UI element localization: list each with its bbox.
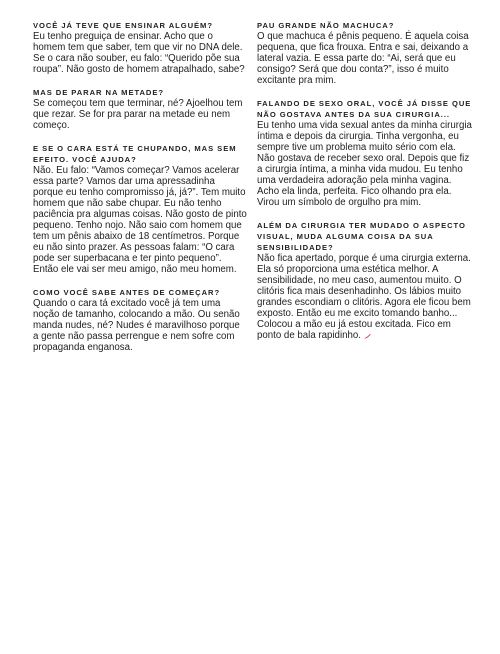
answer-text: Se começou tem que terminar, né? Ajoelhou tem que rezar. Se for pra parar na metade eu nem começo. bbox=[33, 98, 243, 131]
answer-body: Não fica apertado, porque é uma cirurgia externa. Ela só proporciona uma estética melhor. A sensibilidade, no meu caso, aumentou muito. O clitóris fica mais desenhadinho. Os lábios muito grandes escondiam o clitóris. Agora ele ficou bem exposto. Então eu me excito tomando banho... Colocou a mão eu já estou excitada. Fico em ponto de bala rapidinho. bbox=[257, 253, 471, 341]
qa-block bbox=[257, 20, 473, 86]
qa-block bbox=[257, 220, 473, 341]
right-column bbox=[257, 20, 473, 341]
qa-block bbox=[33, 20, 247, 75]
answer-text bbox=[257, 253, 473, 341]
answer-text: O que machuca é pênis pequeno. É aquela coisa pequena, que fica frouxa. Entra e sai, deixando a lateral vazia. E essa parte do: “Ai, será que eu consigo? Será que dou conta?”, isso é muito excitante pra mim. bbox=[257, 31, 469, 86]
left-column bbox=[33, 20, 247, 353]
qa-block bbox=[33, 143, 247, 275]
question-heading: VOCÊ JÁ TEVE QUE ENSINAR ALGUÉM? bbox=[33, 21, 213, 30]
qa-block bbox=[33, 87, 247, 131]
answer-text: Quando o cara tá excitado você já tem uma noção de tamanho, colocando a mão. Ou senão manda nudes, né? Nudes é maravilhoso porque a gente não passa perrengue e nem sofre com propaganda enganosa. bbox=[33, 298, 240, 353]
answer-text: Eu tenho uma vida sexual antes da minha cirurgia íntima e depois da cirurgia. Tinha vergonha, eu sempre tive um problema muito sério com ela. Não gostava de receber sexo oral. Depois que fiz a cirurgia íntima, a minha vida mudou. Eu tenho uma verdadeira adoração pela minha vagina. Acho ela linda, perfeita. Fico olhando pra ela. Virou um símbolo de orgulho pra mim. bbox=[257, 120, 472, 208]
question-heading: E SE O CARA ESTÁ TE CHUPANDO, MAS SEM EFEITO. VOCÊ AJUDA? bbox=[33, 144, 237, 164]
question-heading: FALANDO DE SEXO ORAL, VOCÊ JÁ DISSE QUE NÃO GOSTAVA ANTES DA SUA CIRURGIA... bbox=[257, 99, 472, 119]
end-mark-icon bbox=[364, 333, 371, 339]
qa-block bbox=[257, 98, 473, 208]
question-heading: COMO VOCÊ SABE ANTES DE COMEÇAR? bbox=[33, 288, 221, 297]
question-heading: MAS DE PARAR NA METADE? bbox=[33, 88, 164, 97]
answer-text: Eu tenho preguiça de ensinar. Acho que o homem tem que saber, tem que vir no DNA dele. Se o cara não souber, eu falo: “Querido põe sua roupa”. Não gosto de homem atrapalhado, sabe? bbox=[33, 31, 245, 75]
question-heading: PAU GRANDE NÃO MACHUCA? bbox=[257, 21, 395, 30]
question-heading: ALÉM DA CIRURGIA TER MUDADO O ASPECTO VISUAL, MUDA ALGUMA COISA DA SUA SENSIBILIDADE? bbox=[257, 221, 466, 252]
qa-block bbox=[33, 287, 247, 353]
answer-text: Não. Eu falo: “Vamos começar? Vamos acelerar essa parte? Vamos dar uma apressadinha porque eu tenho compromisso já, já?”. Tem muito homem que não sabe chupar. Eu não tenho paciência pra algumas coisas. Não gosto de pinto pequeno. Tenho nojo. Não saio com homem que tem um pênis abaixo de 18 centímetros. Porque eu não sinto prazer. As pessoas falam: “O cara pode ser superbacana e ter pinto pequeno”. Então ele vai ser meu amigo, não meu homem. bbox=[33, 165, 247, 275]
